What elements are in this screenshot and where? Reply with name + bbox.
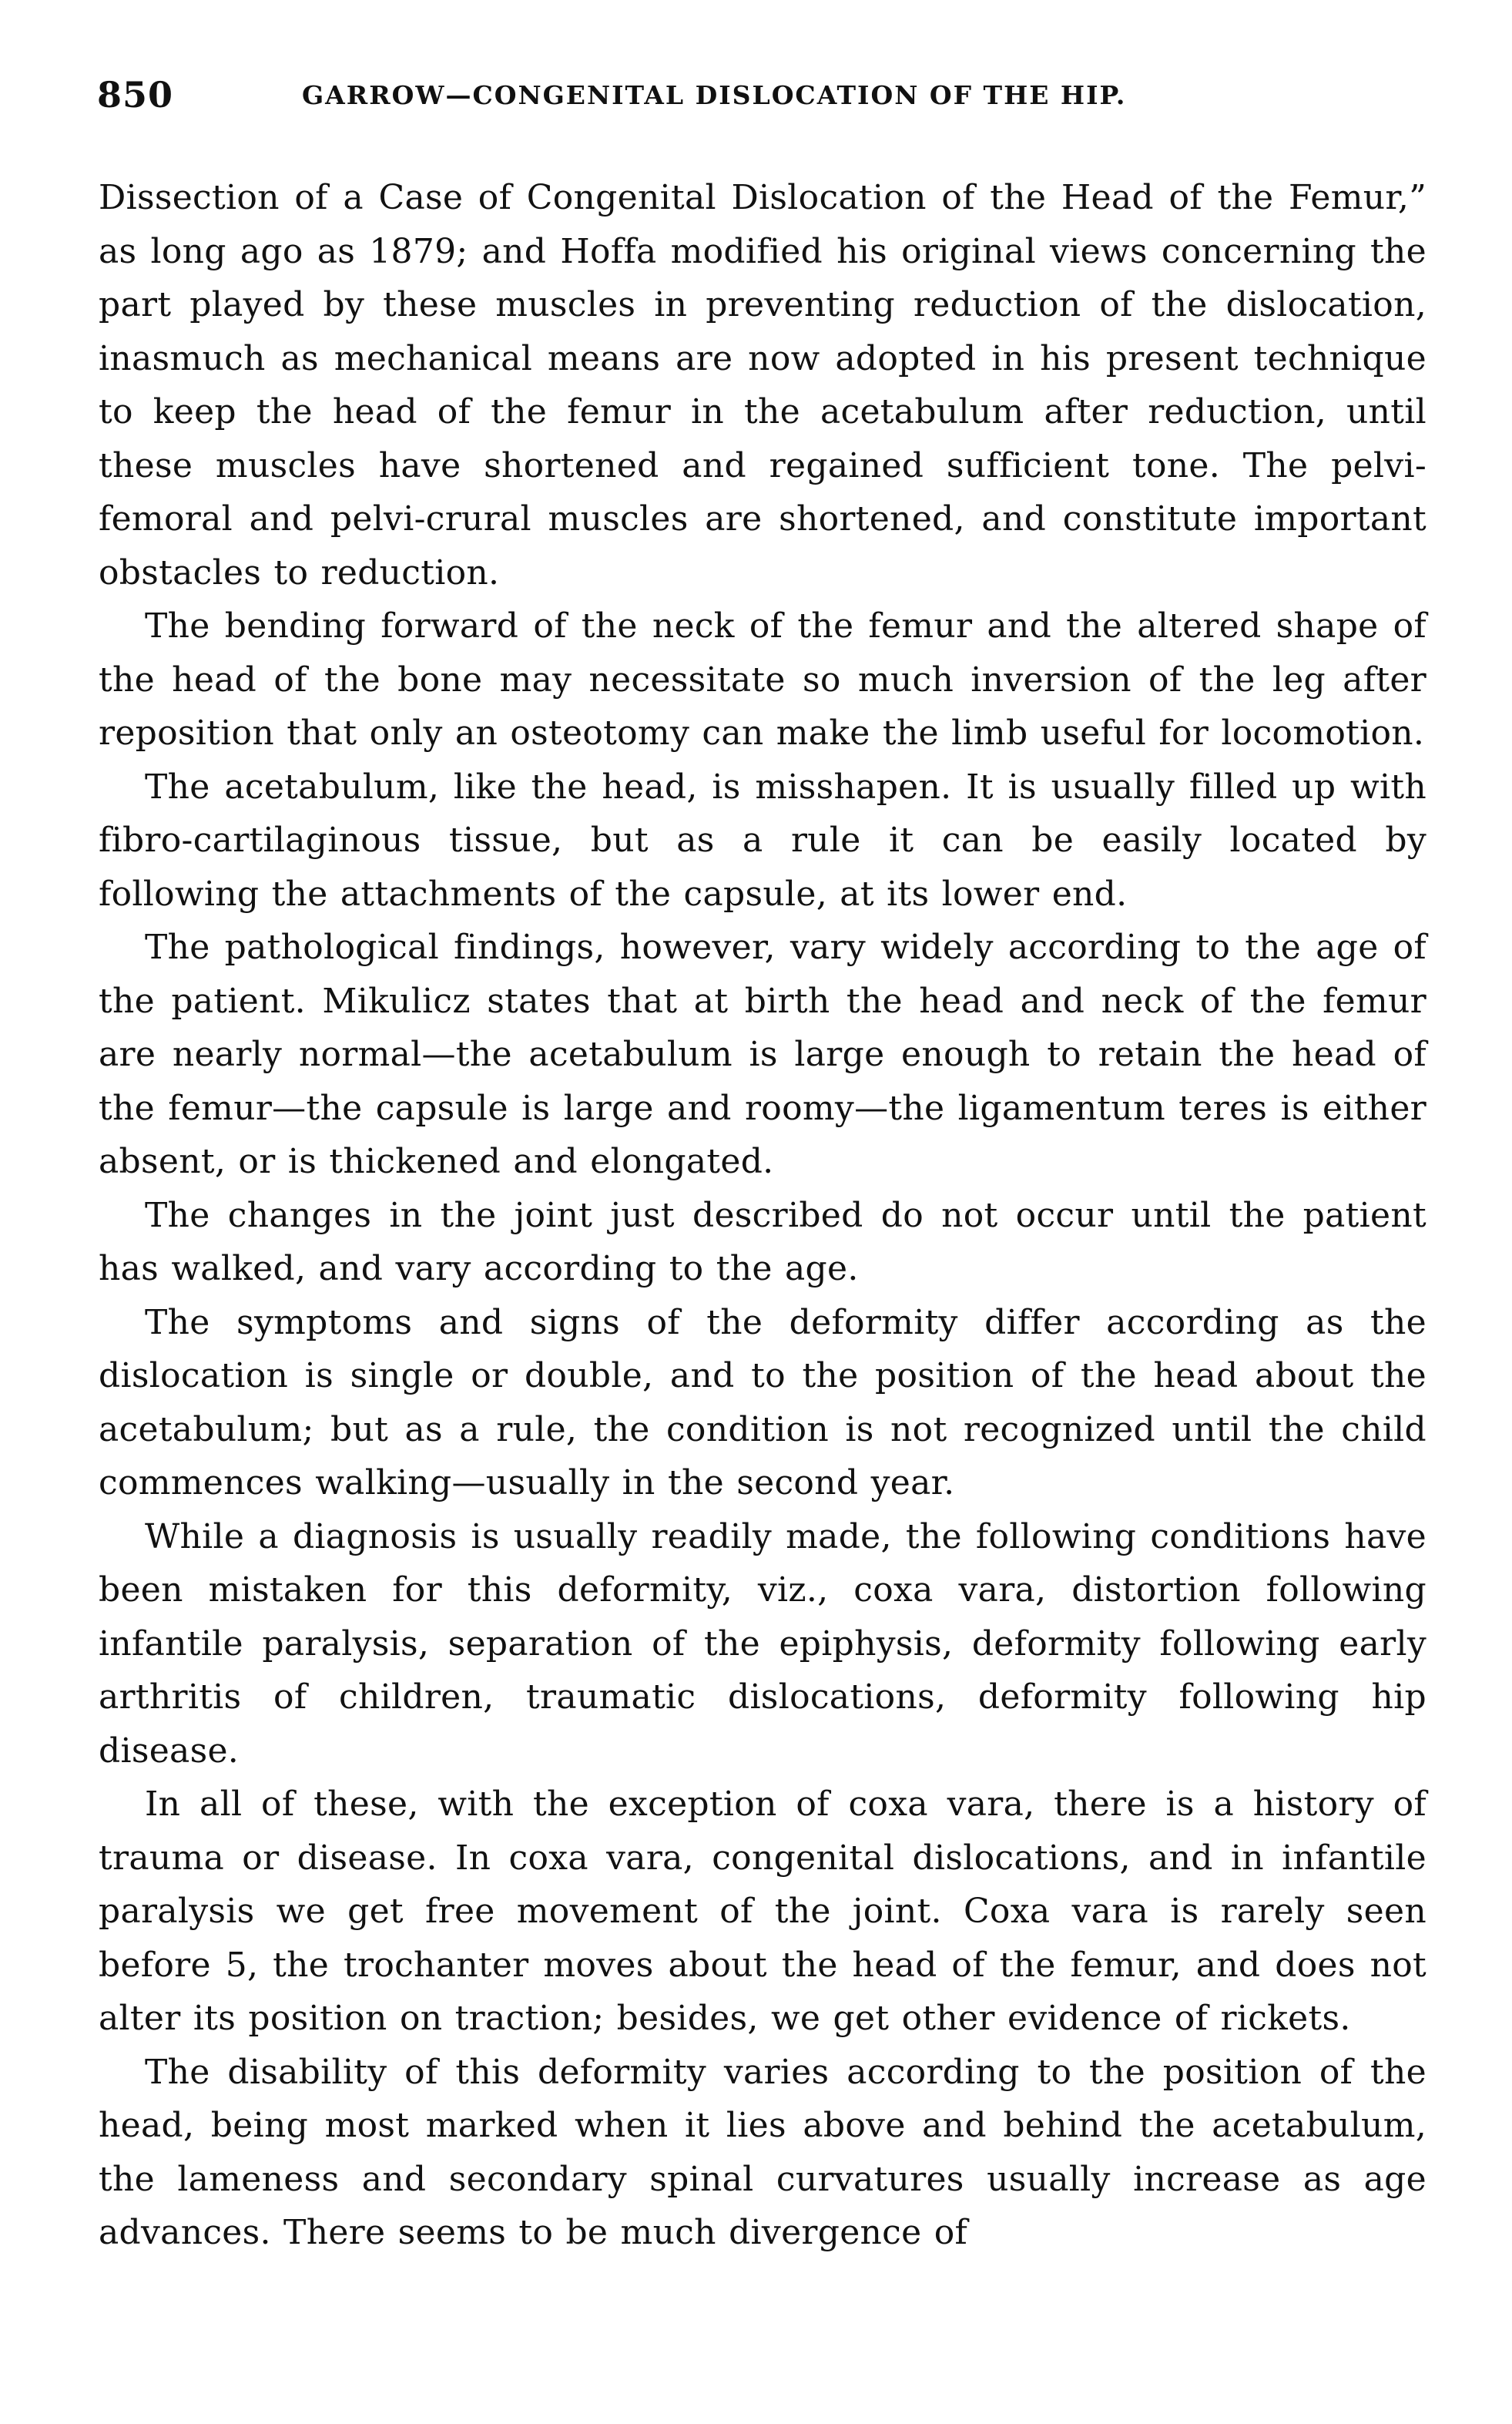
paragraph-3: The acetabulum, like the head, is misshapen. It is usually filled up with fibro-cartilaginous tissue, but as a rule it can be easily located by following the attachments of the capsule, at its lower end.	[99, 767, 1427, 914]
paragraph-8: In all of these, with the exception of coxa vara, there is a history of trauma or disease. In coxa vara, congenital dislocations, and in infantile paralysis we get free movement of the joint. Coxa vara is rarely seen before 5, the trochanter moves about the head of the femur, and does not alter its position on traction; besides, we get other evidence of rickets.	[99, 1784, 1427, 2038]
paragraph-4: The pathological findings, however, vary widely according to the age of the patient. Mikulicz states that at birth the head and neck of the femur are nearly normal—the acetabulum is large enough to retain the head of the femur—the capsule is large and roomy—the ligamentum teres is either absent, or is thickened and elongated.	[99, 928, 1427, 1181]
page-number: 850	[97, 74, 174, 116]
page-header	[97, 74, 1422, 128]
body-text	[99, 171, 1427, 2260]
paragraph-6: The symptoms and signs of the deformity differ according as the dislocation is single or double, and to the position of the head about the acetabulum; but as a rule, the condition is not recognized until the child commences walking—usually in the second year.	[99, 1302, 1427, 1502]
running-head: GARROW—CONGENITAL DISLOCATION OF THE HIP.	[302, 80, 1127, 110]
paragraph-1: Dissection of a Case of Congenital Dislocation of the Head of the Femur,” as long ago as 1879; and Hoffa modified his original views concerning the part played by these muscles in preventing reduction of the dislocation, inasmuch as mechanical means are now adopted in his present technique to keep the head of the femur in the acetabulum after reduction, until these muscles have shortened and regained sufficient tone. The pelvi-femoral and pelvi-crural muscles are shortened, and constitute important obstacles to reduction.	[99, 178, 1427, 593]
paragraph-7: While a diagnosis is usually readily made, the following conditions have been mistaken for this deformity, viz., coxa vara, distortion following infantile paralysis, separation of the epiphysis, deformity following early arthritis of children, traumatic dislocations, deformity following hip disease.	[99, 1516, 1427, 1771]
paragraph-9: The disability of this deformity varies according to the position of the head, being most marked when it lies above and behind the acetabulum, the lameness and secondary spinal curvatures usually increase as age advances. There seems to be much divergence of	[99, 2052, 1427, 2252]
paragraph-5: The changes in the joint just described do not occur until the patient has walked, and vary according to the age.	[99, 1195, 1427, 1288]
paragraph-2: The bending forward of the neck of the femur and the altered shape of the head of the bone may necessitate so much inversion of the leg after reposition that only an osteotomy can make the limb useful for locomotion.	[99, 606, 1427, 753]
